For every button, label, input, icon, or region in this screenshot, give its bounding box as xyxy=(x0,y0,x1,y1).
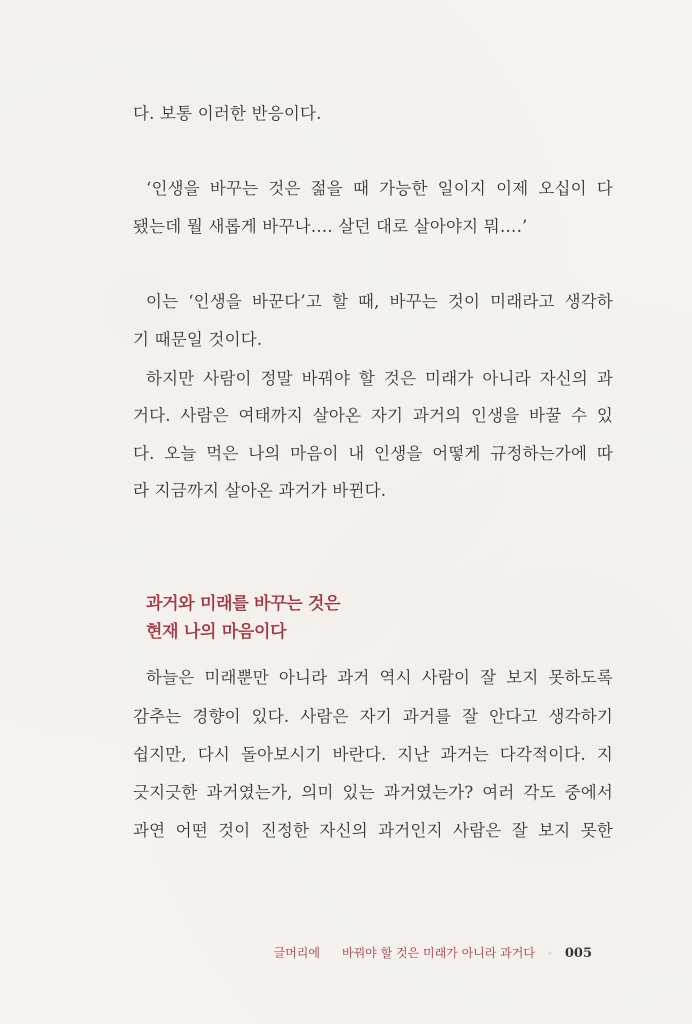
body-line: 다. 보통 이러한 반응이다. xyxy=(133,104,322,123)
footer-chapter-title: 바꿔야 할 것은 미래가 아니라 과거다 xyxy=(341,946,535,960)
section-heading: 현재 나의 마음이다 xyxy=(146,622,287,642)
footer-separator: ◦ xyxy=(546,949,553,960)
footer-section: 글머리에 xyxy=(273,946,320,960)
section-heading: 과거와 미래를 바꾸는 것은 xyxy=(146,594,341,614)
body-line: 라 지금까지 살아온 과거가 바뀐다. xyxy=(133,481,387,500)
body-line: 쉽지만, 다시 돌아보시기 바란다. 지난 과거는 다각적이다. 지 xyxy=(133,745,613,764)
body-line: 하지만 사람이 정말 바꿔야 할 것은 미래가 아니라 자신의 과 xyxy=(146,369,613,388)
body-line: 과연 어떤 것이 진정한 자신의 과거인지 사람은 잘 보지 못한 xyxy=(133,821,613,840)
running-footer xyxy=(274,944,592,964)
page-number: 005 xyxy=(564,946,592,961)
body-line: 긋지긋한 과거였는가, 의미 있는 과거였는가? 여러 각도 중에서 xyxy=(133,783,613,802)
quote-line: ‘인생을 바꾸는 것은 젊을 때 가능한 일이지 이제 오십이 다 xyxy=(146,179,613,198)
body-line: 다. 오늘 먹은 나의 마음이 내 인생을 어떻게 규정하는가에 따 xyxy=(133,444,613,463)
quote-line: 됐는데 뭘 새롭게 바꾸나…. 살던 대로 살아야지 뭐….’ xyxy=(133,217,528,236)
body-line: 감추는 경향이 있다. 사람은 자기 과거를 잘 안다고 생각하기 xyxy=(133,707,613,726)
body-line: 이는 ‘인생을 바꾼다’고 할 때, 바꾸는 것이 미래라고 생각하 xyxy=(146,292,613,311)
body-line: 하늘은 미래뿐만 아니라 과거 역시 사람이 잘 보지 못하도록 xyxy=(146,668,613,687)
body-line: 거다. 사람은 여태까지 살아온 자기 과거의 인생을 바꿀 수 있 xyxy=(133,406,613,425)
body-line: 기 때문일 것이다. xyxy=(133,330,263,349)
